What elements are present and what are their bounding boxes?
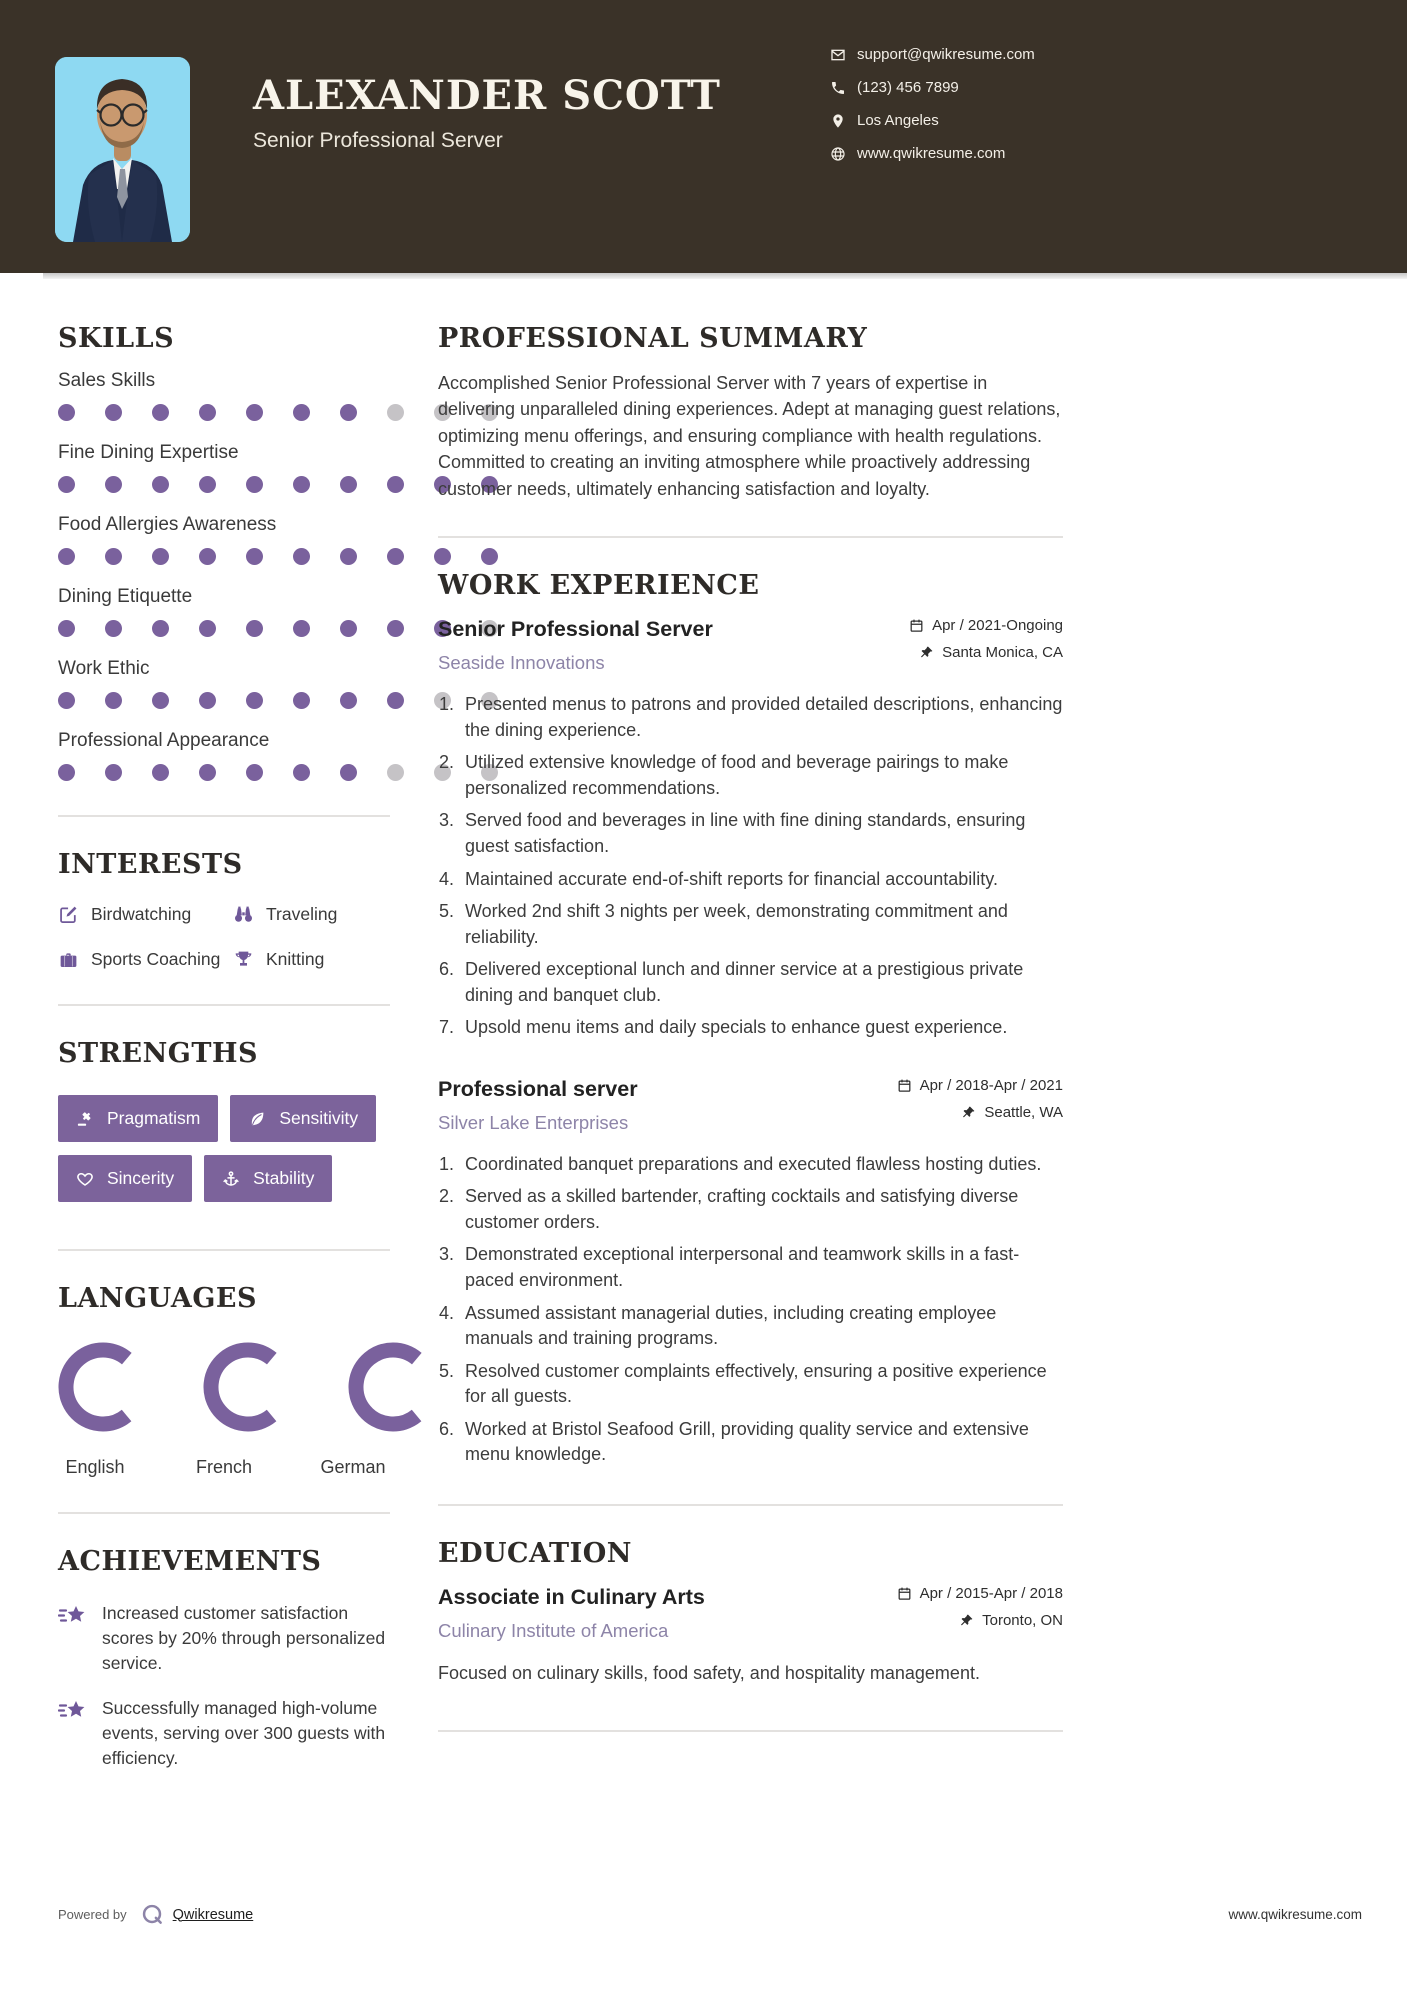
pushpin-icon <box>961 1105 976 1120</box>
education-dates: Apr / 2015-Apr / 2018 <box>919 1584 1063 1602</box>
rating-dot-filled <box>293 764 310 781</box>
rating-dot-filled <box>387 476 404 493</box>
rating-dot-filled <box>58 404 75 421</box>
person-job-title: Senior Professional Server <box>253 129 503 152</box>
rating-dot-filled <box>58 692 75 709</box>
rating-dot-empty <box>387 404 404 421</box>
rating-dot-filled <box>293 620 310 637</box>
contact-item[interactable] <box>830 77 1035 98</box>
rating-dot-empty <box>387 764 404 781</box>
rating-dot-filled <box>199 548 216 565</box>
rating-dot-filled <box>246 476 263 493</box>
job-bullet: Worked at Bristol Seafood Grill, providing quality service and extensive menu knowledge. <box>465 1418 1029 1465</box>
skill-item <box>58 370 390 421</box>
rating-dot-filled <box>105 764 122 781</box>
language-label: German <box>320 1457 386 1477</box>
rating-dot-filled <box>246 620 263 637</box>
contact-text: support@qwikresume.com <box>857 46 1035 63</box>
skill-rating-dots <box>58 548 390 565</box>
contact-item[interactable] <box>830 110 1035 131</box>
language-label: French <box>195 1457 253 1477</box>
strengths-heading: STRENGTHS <box>58 1038 258 1069</box>
job-company: Silver Lake Enterprises <box>438 1111 629 1133</box>
achievements-section <box>58 1546 390 1771</box>
rating-dot-filled <box>105 548 122 565</box>
skill-label: Professional Appearance <box>58 730 270 751</box>
job-bullet: Demonstrated exceptional interpersonal and teamwork skills in a fast-paced environment. <box>465 1244 1020 1291</box>
rating-dot-filled <box>152 620 169 637</box>
language-gauges <box>58 1342 390 1437</box>
rating-dot-filled <box>152 476 169 493</box>
rating-dot-filled <box>387 548 404 565</box>
skills-list <box>58 370 390 781</box>
contact-text: www.qwikresume.com <box>857 145 1006 162</box>
interest-label: Traveling <box>266 904 338 924</box>
calendar-icon <box>897 1586 912 1601</box>
rating-dot-filled <box>58 620 75 637</box>
rating-dot-filled <box>340 620 357 637</box>
job-bullet: Delivered exceptional lunch and dinner service at a prestigious private dining and banquet club. <box>465 959 1024 1005</box>
interest-label: Birdwatching <box>91 904 192 924</box>
language-labels <box>58 1457 390 1478</box>
work-section <box>438 570 1063 1468</box>
trophy-icon <box>233 949 254 970</box>
rating-dot-filled <box>340 404 357 421</box>
rating-dot-filled <box>293 692 310 709</box>
rating-dot-filled <box>152 404 169 421</box>
job-title: Professional server <box>438 1076 638 1101</box>
job-bullet: Coordinated banquet preparations and executed flawless hosting duties. <box>465 1153 1042 1174</box>
rating-dot-filled <box>340 476 357 493</box>
education-location: Toronto, ON <box>982 1611 1063 1629</box>
degree-title: Associate in Culinary Arts <box>438 1584 705 1609</box>
skill-rating-dots <box>58 476 390 493</box>
strength-badge <box>58 1155 192 1202</box>
interest-item <box>233 949 390 970</box>
interest-label: Knitting <box>266 949 325 969</box>
rating-dot-filled <box>105 404 122 421</box>
location-icon <box>830 113 846 129</box>
interest-item <box>58 904 233 925</box>
summary-text: Accomplished Senior Professional Server with 7 years of expertise in delivering unparalleled dining experiences. Adept at managing guest relations, optimizing menu offerings, and ensuring compliance with health regulations. Committed to creating an inviting atmosphere while proactively addressing customer needs, ultimately enhancing satisfaction and loyalty. <box>438 373 1061 499</box>
strength-badge <box>204 1155 332 1202</box>
rating-dot-filled <box>58 764 75 781</box>
interests-list <box>58 904 390 970</box>
rating-dot-filled <box>152 692 169 709</box>
pushpin-icon <box>959 1613 974 1628</box>
strength-label: Pragmatism <box>107 1108 201 1128</box>
job-company: Seaside Innovations <box>438 652 605 674</box>
contact-text: (123) 456 7899 <box>857 79 959 96</box>
section-divider <box>58 1512 390 1514</box>
header <box>0 0 1407 273</box>
job-entry <box>438 1077 1063 1468</box>
rating-dot-filled <box>152 548 169 565</box>
binoculars-icon <box>233 904 254 925</box>
shooting-star-icon <box>58 1603 88 1629</box>
main-column <box>438 323 1063 1791</box>
skill-rating-dots <box>58 404 390 421</box>
achievements-heading: ACHIEVEMENTS <box>58 1546 322 1577</box>
job-dates: Apr / 2021-Ongoing <box>932 617 1063 635</box>
skill-rating-dots <box>58 620 390 637</box>
contact-text: Los Angeles <box>857 112 939 129</box>
job-title: Senior Professional Server <box>438 617 713 642</box>
rating-dot-filled <box>340 764 357 781</box>
skill-rating-dots <box>58 692 390 709</box>
rating-dot-filled <box>246 764 263 781</box>
rating-dot-filled <box>199 692 216 709</box>
interest-item <box>233 904 390 925</box>
achievement-item <box>58 1696 390 1771</box>
strength-badge <box>230 1095 376 1142</box>
gavel-icon <box>76 1110 94 1128</box>
summary-section <box>438 323 1063 502</box>
rating-dot-filled <box>105 620 122 637</box>
job-bullet: Served food and beverages in line with fine dining standards, ensuring guest satisfaction. <box>465 810 1026 856</box>
rating-dot-filled <box>246 404 263 421</box>
section-divider <box>58 1004 390 1006</box>
strengths-list <box>58 1095 390 1215</box>
job-list <box>438 617 1063 1468</box>
anchor-icon <box>222 1170 240 1188</box>
skill-item <box>58 730 390 781</box>
rating-dot-filled <box>246 548 263 565</box>
contact-list <box>830 44 1035 176</box>
person-portrait <box>55 57 190 242</box>
section-divider <box>438 1730 1063 1732</box>
job-bullet: Assumed assistant managerial duties, including creating employee manuals and training programs. <box>465 1302 997 1349</box>
skill-item <box>58 658 390 709</box>
content-columns <box>0 279 1407 1791</box>
job-bullet: Presented menus to patrons and provided detailed descriptions, enhancing the dining experience. <box>465 694 1063 740</box>
calendar-icon <box>909 618 924 633</box>
job-location: Santa Monica, CA <box>942 644 1063 662</box>
skill-label: Sales Skills <box>58 370 156 391</box>
contact-item[interactable] <box>830 143 1035 164</box>
job-bullet: Served as a skilled bartender, crafting cocktails and satisfying diverse customer orders. <box>465 1186 1019 1232</box>
briefcase-icon <box>58 949 79 970</box>
language-gauge <box>58 1342 148 1437</box>
rating-dot-filled <box>340 692 357 709</box>
job-location: Seattle, WA <box>984 1103 1063 1121</box>
school-name: Culinary Institute of America <box>438 1619 669 1641</box>
job-dates: Apr / 2018-Apr / 2021 <box>919 1076 1063 1094</box>
rating-dot-filled <box>387 620 404 637</box>
strength-label: Sensitivity <box>279 1108 359 1128</box>
achievement-item <box>58 1601 390 1676</box>
footer-website-link[interactable]: www.qwikresume.com <box>1228 1907 1362 1922</box>
language-gauge <box>203 1342 293 1437</box>
skill-label: Food Allergies Awareness <box>58 514 277 535</box>
interest-label: Sports Coaching <box>91 949 221 969</box>
profile-photo <box>55 57 190 242</box>
education-description: Focused on culinary skills, food safety, and hospitality management. <box>438 1662 980 1683</box>
skill-item <box>58 586 390 637</box>
globe-icon <box>830 146 846 162</box>
skill-item <box>58 442 390 493</box>
education-section <box>438 1538 1063 1686</box>
interests-heading: INTERESTS <box>58 849 243 880</box>
skill-label: Fine Dining Expertise <box>58 442 239 463</box>
rating-dot-filled <box>199 764 216 781</box>
job-bullets <box>438 1152 1063 1468</box>
interests-section <box>58 849 390 970</box>
rating-dot-filled <box>387 692 404 709</box>
edit-icon <box>58 904 79 925</box>
languages-section <box>58 1283 390 1478</box>
skill-item <box>58 514 390 565</box>
achievements-list <box>58 1601 390 1771</box>
skills-section <box>58 323 390 781</box>
rating-dot-filled <box>152 764 169 781</box>
rating-dot-filled <box>105 692 122 709</box>
person-name: ALEXANDER SCOTT <box>253 72 721 119</box>
qwikresume-brand-link[interactable]: Qwikresume <box>172 1906 254 1923</box>
rating-dot-filled <box>105 476 122 493</box>
job-bullets <box>438 692 1063 1041</box>
rating-dot-filled <box>340 548 357 565</box>
shooting-star-icon <box>58 1698 88 1724</box>
rating-dot-filled <box>293 476 310 493</box>
heart-icon <box>76 1170 94 1188</box>
pushpin-icon <box>919 645 934 660</box>
rating-dot-filled <box>199 476 216 493</box>
strengths-section <box>58 1038 390 1215</box>
skill-rating-dots <box>58 764 390 781</box>
strength-label: Sincerity <box>107 1168 175 1188</box>
rating-dot-filled <box>199 404 216 421</box>
rating-dot-filled <box>58 476 75 493</box>
calendar-icon <box>897 1078 912 1093</box>
phone-icon <box>830 80 846 96</box>
email-icon <box>830 47 846 63</box>
leaf-icon <box>248 1110 266 1128</box>
section-divider <box>58 1249 390 1251</box>
job-bullet: Worked 2nd shift 3 nights per week, demonstrating commitment and reliability. <box>465 901 1008 947</box>
qwikresume-logo-icon <box>141 1903 164 1926</box>
strength-label: Stability <box>253 1168 315 1188</box>
languages-heading: LANGUAGES <box>58 1283 257 1314</box>
job-bullet: Resolved customer complaints effectively, ensuring a positive experience for all guests. <box>465 1360 1047 1407</box>
job-bullet: Maintained accurate end-of-shift reports for financial accountability. <box>465 868 998 889</box>
work-heading: WORK EXPERIENCE <box>438 570 760 602</box>
summary-heading: PROFESSIONAL SUMMARY <box>438 323 868 354</box>
rating-dot-filled <box>293 548 310 565</box>
contact-item[interactable] <box>830 44 1035 65</box>
language-gauge <box>348 1342 438 1437</box>
section-divider <box>438 1504 1063 1506</box>
job-entry <box>438 617 1063 1041</box>
achievement-text: Increased customer satisfaction scores by 20% through personalized service. <box>102 1603 386 1674</box>
education-heading: EDUCATION <box>438 1537 632 1569</box>
achievement-text: Successfully managed high-volume events, serving over 300 guests with efficiency. <box>102 1698 386 1769</box>
section-divider <box>438 536 1063 538</box>
language-label: English <box>65 1457 125 1477</box>
rating-dot-filled <box>199 620 216 637</box>
section-divider <box>58 815 390 817</box>
identity-block <box>253 72 721 153</box>
interest-item <box>58 949 233 970</box>
skill-label: Dining Etiquette <box>58 586 193 607</box>
job-bullet: Utilized extensive knowledge of food and beverage pairings to make personalized recommendations. <box>465 752 1009 798</box>
powered-by-label: Powered by <box>58 1907 127 1922</box>
rating-dot-filled <box>58 548 75 565</box>
skills-heading: SKILLS <box>58 323 175 354</box>
rating-dot-filled <box>246 692 263 709</box>
skill-label: Work Ethic <box>58 658 150 679</box>
rating-dot-filled <box>293 404 310 421</box>
job-bullet: Upsold menu items and daily specials to enhance guest experience. <box>465 1017 1008 1038</box>
sidebar <box>58 323 390 1791</box>
strength-badge <box>58 1095 218 1142</box>
footer <box>58 1903 1362 1926</box>
